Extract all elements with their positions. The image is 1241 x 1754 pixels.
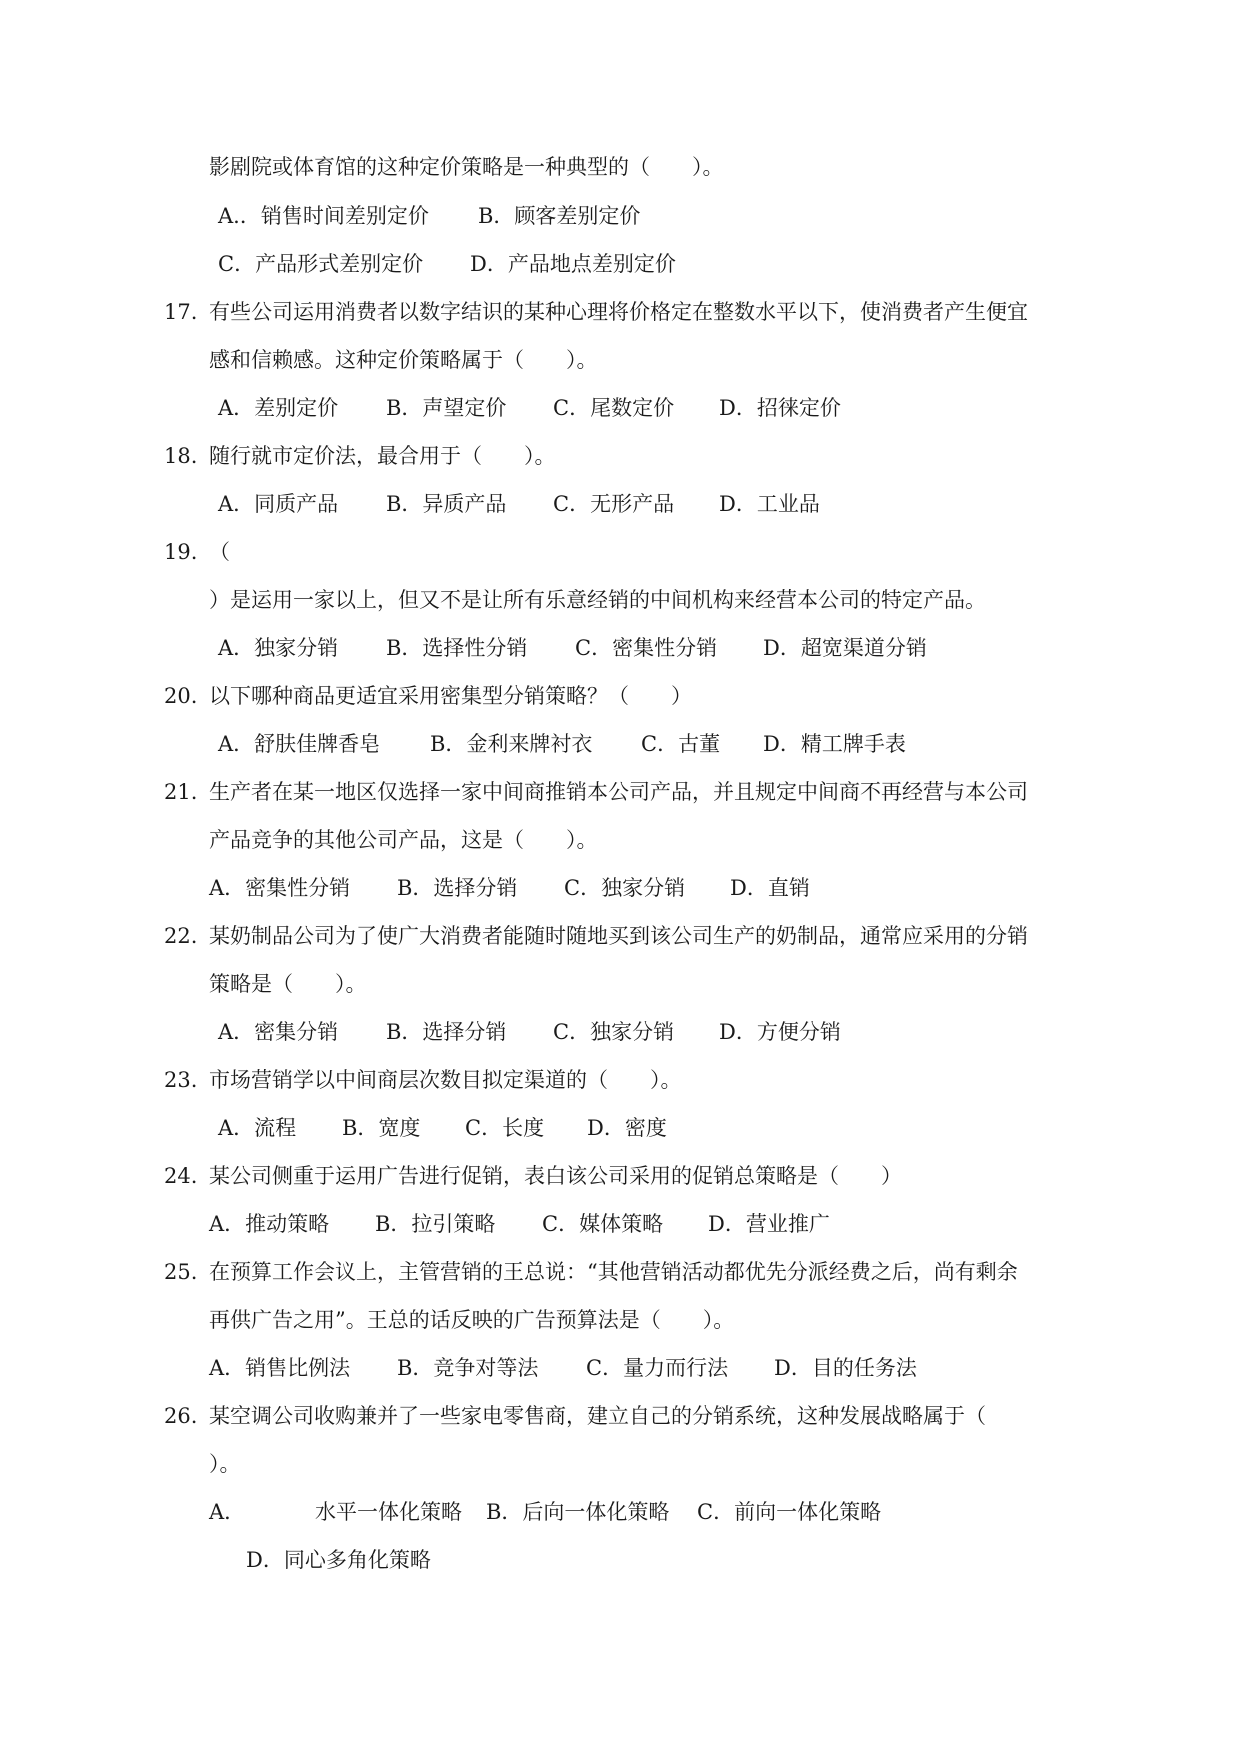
q26-option-d: D．同心多角化策略 [246,1548,431,1572]
q23-option-a: A．流程 [218,1116,297,1140]
q25-option-b: B．竞争对等法 [397,1356,539,1380]
q16-option-a: A.．销售时间差别定价 [218,204,429,228]
q21-option-b: B．选择分销 [397,876,518,900]
q19-option-a: A．独家分销 [218,636,339,660]
q26-text-line2: ）。 [209,1452,241,1476]
q22-number: 22. [164,924,198,948]
q26-text-line1: 某空调公司收购兼并了一些家电零售商，建立自己的分销系统，这种发展战略属于（ [209,1404,986,1428]
q18-option-d: D．工业品 [719,492,820,516]
q18-text: 随行就市定价法，最合用于（ ）。 [209,444,556,468]
q23-option-b: B．宽度 [342,1116,421,1140]
q24-option-a: A．推动策略 [209,1212,330,1236]
q21-option-d: D．直销 [730,876,810,900]
q17-option-d: D．招徕定价 [719,396,841,420]
q25-option-d: D．目的任务法 [774,1356,917,1380]
q19-text-line1: （ [209,540,230,564]
q25-text-line2: 再供广告之用”。王总的话反映的广告预算法是（ ）。 [209,1308,735,1332]
q25-number: 25. [164,1260,198,1284]
q21-option-c: C．独家分销 [564,876,686,900]
q22-text-line1: 某奶制品公司为了使广大消费者能随时随地买到该公司生产的奶制品，通常应采用的分销 [209,924,1028,948]
q16-text: 影剧院或体育馆的这种定价策略是一种典型的（ ）。 [209,155,724,179]
q23-text: 市场营销学以中间商层次数目拟定渠道的（ ）。 [209,1068,682,1092]
q26-option-b: B．后向一体化策略 [486,1500,670,1524]
q19-number: 19. [164,540,198,564]
q20-option-c: C．古董 [641,732,721,756]
q18-option-a: A．同质产品 [218,492,339,516]
q23-option-c: C．长度 [465,1116,545,1140]
q22-option-a: A．密集分销 [218,1020,339,1044]
q17-option-b: B．声望定价 [386,396,507,420]
q21-text-line1: 生产者在某一地区仅选择一家中间商推销本公司产品，并且规定中间商不再经营与本公司 [209,780,1028,804]
q22-option-d: D．方便分销 [719,1020,841,1044]
q24-option-b: B．拉引策略 [375,1212,496,1236]
q18-number: 18. [164,444,198,468]
q20-text: 以下哪种商品更适宜采用密集型分销策略？（ ） [209,684,692,708]
q19-option-c: C．密集性分销 [575,636,718,660]
q21-text-line2: 产品竞争的其他公司产品，这是（ ）。 [209,828,598,852]
q22-text-line2: 策略是（ ）。 [209,972,367,996]
q25-option-c: C．量力而行法 [586,1356,729,1380]
q20-number: 20. [164,684,198,708]
q22-option-c: C．独家分销 [553,1020,675,1044]
q24-option-d: D．营业推广 [708,1212,830,1236]
q19-option-d: D．超宽渠道分销 [763,636,927,660]
q26-option-a: 水平一体化策略 [315,1500,462,1524]
q16-option-b: B．顾客差别定价 [478,204,641,228]
q26-option-a-letter: A． [209,1500,246,1524]
q22-option-b: B．选择分销 [386,1020,507,1044]
q16-option-c: C．产品形式差别定价 [218,252,424,276]
q23-number: 23. [164,1068,198,1092]
q25-option-a: A．销售比例法 [209,1356,351,1380]
q16-option-d: D．产品地点差别定价 [470,252,676,276]
q17-option-a: A．差别定价 [218,396,339,420]
q19-option-b: B．选择性分销 [386,636,528,660]
q17-option-c: C．尾数定价 [553,396,675,420]
q24-option-c: C．媒体策略 [542,1212,664,1236]
q20-option-b: B．金利来牌衬衣 [430,732,593,756]
q24-text: 某公司侧重于运用广告进行促销，表白该公司采用的促销总策略是（ ） [209,1164,902,1188]
q17-text-line2: 感和信赖感。这种定价策略属于（ ）。 [209,348,598,372]
q18-option-c: C．无形产品 [553,492,675,516]
q20-option-d: D．精工牌手表 [763,732,906,756]
q17-text-line1: 有些公司运用消费者以数字结识的某种心理将价格定在整数水平以下，使消费者产生便宜 [209,300,1028,324]
q18-option-b: B．异质产品 [386,492,507,516]
q21-option-a: A．密集性分销 [209,876,351,900]
q21-number: 21. [164,780,198,804]
q25-text-line1: 在预算工作会议上，主管营销的王总说：“其他营销活动都优先分派经费之后，尚有剩余 [209,1260,1018,1284]
q23-option-d: D．密度 [587,1116,667,1140]
q26-option-c: C．前向一体化策略 [697,1500,882,1524]
q24-number: 24. [164,1164,198,1188]
q26-number: 26. [164,1404,198,1428]
q17-number: 17. [164,300,198,324]
q19-text-line2: ）是运用一家以上，但又不是让所有乐意经销的中间机构来经营本公司的特定产品。 [209,588,986,612]
q20-option-a: A．舒肤佳牌香皂 [218,732,381,756]
